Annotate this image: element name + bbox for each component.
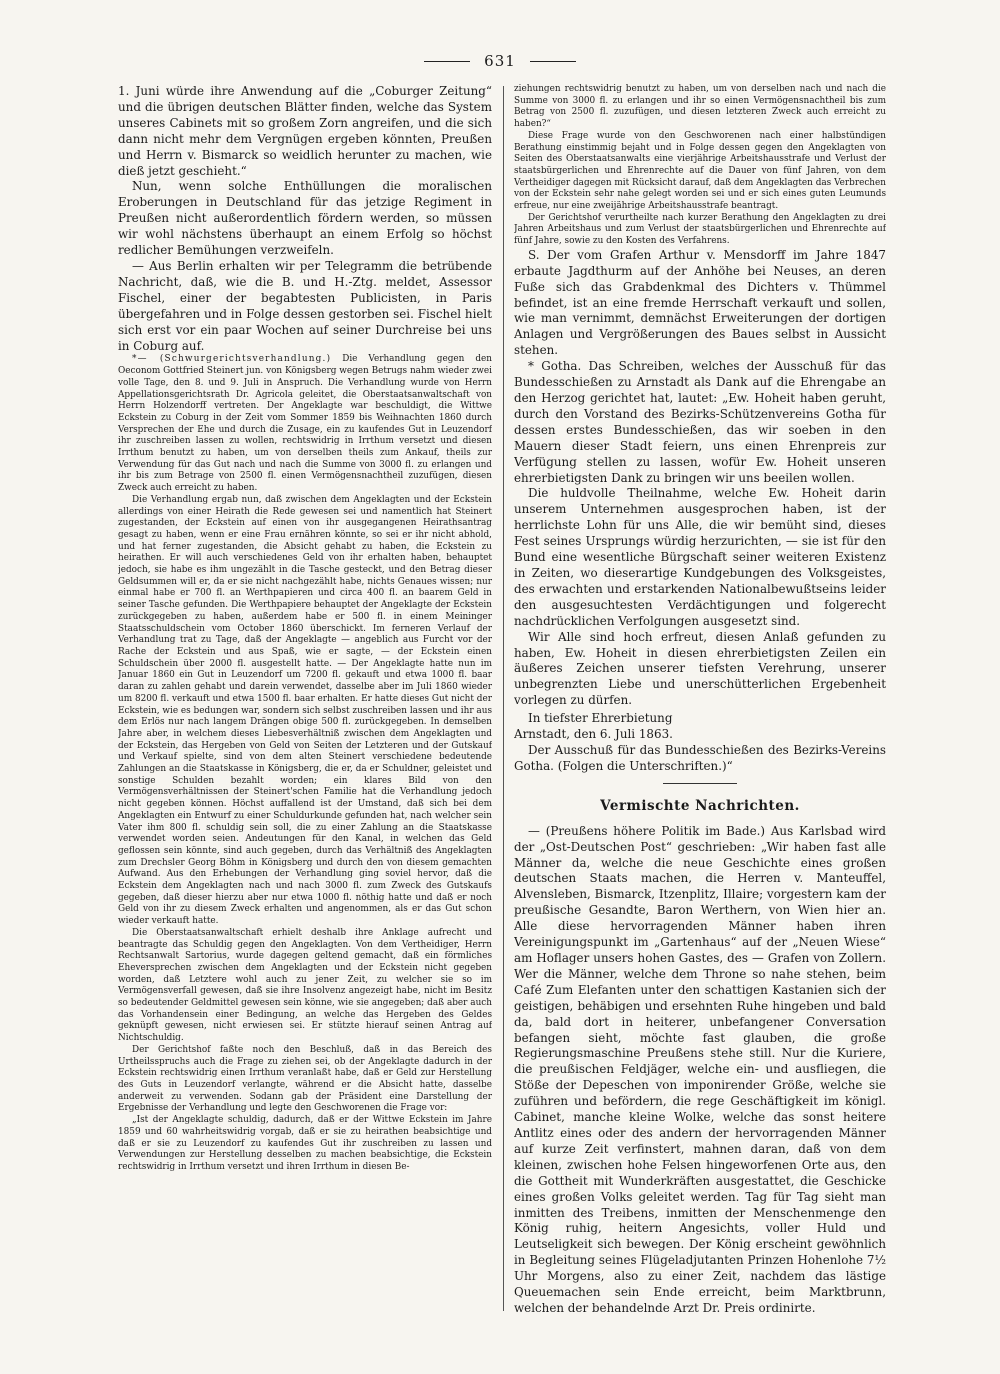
paragraph-coburger-zeitung: 1. Juni würde ihre Anwendung auf die „Coburger Zeitung“ und die übrigen deutschen Blätter finden, welche das System unseres Cabinets mit so großem Zorn angreifen, und die sich dann nicht mehr dem Vergnügen ergeben könnten, Preußen und Herrn v. Bismarck so weidlich herunter zu machen, wie dieß jetzt geschieht.“ xyxy=(118,84,492,178)
schwurgericht-lead: *— (Schwurgerichtsverhandlung.) xyxy=(132,354,332,365)
paragraph-fischel-telegramm: — Aus Berlin erhalten wir per Telegramm die betrübende Nachricht, daß, wie die B. und H.-Ztg. meldet, Assessor Fischel, einer der begabtesten Publicisten, in Paris übergefahren und in Folge dessen gestorben sei. Fischel hielt sich erst vor ein paar Wochen auf seiner Durchreise bei uns in Coburg auf. xyxy=(118,258,492,353)
paragraph-jagdthurm: S. Der vom Grafen Arthur v. Mensdorff im Jahre 1847 erbaute Jagdthurm auf der Anhöhe bei Neuses, an deren Fuße sich das Grabdenkmal des Dichters v. Thümmel befindet, ist an eine fremde Herrschaft verkauft und sollen, wie man vernimmt, demnächst Erweiterungen der dortigen Anlagen und Vergrößerungen des Baues selbst in Aussicht stehen. xyxy=(514,247,886,358)
schwurgericht-body: Die Verhandlung gegen den Oeconom Gottfried Steinert jun. von Königsberg wegen Betrugs nahm wieder zwei volle Tage, den 8. und 9. Juli in Anspruch. Die Verhandlung wurde von Herrn Appellationsgerichtsrath Dr. Agricola geleitet, die Oberstaatsanwaltschaft von Herrn Holzendorff vertreten. Der Angeklagte war beschuldigt, die Wittwe Eckstein zu Coburg in der Zeit vom Sommer 1859 bis Weihnachten 1860 durch Versprechen der Ehe und durch die Zusage, ein zu kaufendes Gut in Leuzendorf ihr zuschreiben lassen zu wollen, rechtswidrig in Irrthum versetzt und diesen Irrthum benutzt zu haben, um von derselben theils zum Ankauf, theils zur Verwendung für das Gut nach und nach die Summe von 3000 fl. zu erlangen und ihr bis zum Betrage von 2500 fl. einen Vermögensnachtheil zuzufügen, diesen Zweck auch erreicht zu haben. xyxy=(118,354,492,494)
paragraph-gerichtshof-beschluss: Der Gerichtshof faßte noch den Beschluß, daß in das Bereich des Urtheilsspruchs auch die Frage zu ziehen sei, ob der Angeklagte dadurch in der Eckstein rechtswidrig einen Irrthum veranlaßt habe, daß er Geld zur Herstellung des Guts in Leuzendorf verlangte, während er die Absicht hatte, dasselbe anderweit zu verwenden. Sodann gab der Präsident eine Darstellung der Ergebnisse der Verhandlung und legte den Geschworenen die Frage vor: xyxy=(118,1044,492,1114)
paragraph-datum: Arnstadt, den 6. Juli 1863. xyxy=(514,727,673,742)
paragraph-verhandlung-ergab: Die Verhandlung ergab nun, daß zwischen dem Angeklagten und der Eckstein allerdings von einer Heirath die Rede gewesen sei und namentlich hat Steinert zugestanden, der Eckstein auf einen von ihr ausgegangenen Heirathsantrag gesagt zu haben, wenn er eine Frau ernähren könnte, so sei er ihr nicht abhold, und hat ferner zugestanden, die Absicht gehabt zu haben, die Eckstein zu heirathen. Er will auch verschiedenes Geld von ihr erhalten haben, behauptet jedoch, sie habe es ihm ungezählt in die Tasche gesteckt, und den Betrag dieser Geldsummen will er, da er sie nicht nachgezählt habe, nichts Genaues wissen; nur einmal habe er 700 fl. an Werthpapieren und circa 400 fl. an baarem Geld in seiner Tasche gefunden. Die Werthpapiere behauptet der Angeklagte der Eckstein zurückgegeben zu haben, außerdem habe er 500 fl. in einem Meininger Staatsschuldschein vom October 1860 überschickt. Im ferneren Verlauf der Verhandlung trat zu Tage, daß der Angeklagte — angeblich aus Furcht vor der Rache der Eckstein und aus Spaß, wie er sagte, — der Eckstein einen Schuldschein über 2000 fl. ausgestellt hatte. — Der Angeklagte hatte nun im Januar 1860 ein Gut in Leuzendorf um 7200 fl. gekauft und etwa 1000 fl. baar daran zu zahlen gehabt und darein verwendet, dasselbe aber im Juli 1860 wieder um 8200 fl. verkauft und etwa 1500 fl. baar erhalten. Er hatte dieses Gut nicht der Eckstein, wie es bedungen war, sondern sich selbst zuschreiben lassen und ihr aus dem Erlös nur nach langem Drängen obige 500 fl. zurückgegeben. In demselben Jahre aber, in welchem dieses Liebesverhältniß zwischen dem Angeklagten und der Eckstein, das Hergeben von Geld von Seiten der Letzteren und der Gutskauf und Verkauf spielte, sind von dem alten Steinert verschiedene bedeutende Zahlungen an die Staatskasse in Königsberg, die er, da er Schuldner, geleistet und sonstige Schulden bezahlt worden; ein klares Bild von den Vermögensverhältnissen der Steinert'schen Familie hat die Verhandlung jedoch nicht gegeben können. Höchst auffallend ist der Umstand, daß sich bei dem Angeklagten ein Entwurf zu einer Schuldurkunde gefunden hat, nach welcher sein Vater ihm 800 fl. schuldig sein soll, die zu einer Zahlung an die Staatskasse verwendet worden seien. Andeutungen für den Kanal, in welchen das Geld geflossen sein könnte, sind auch gegeben, durch das Verhältniß des Angeklagten zum Drechsler Georg Böhm in Königsberg und durch den von diesem gemachten Aufwand. Aus den Erhebungen der Verhandlung ging soviel hervor, daß die Eckstein dem Angeklagten nach und nach 3000 fl. zum Zweck des Gutskaufs gegeben, daß dieser hierzu aber nur etwa 1000 fl. nöthig hatte und daß er noch Geld von ihr zu diesem Zweck erhalten und angenommen, als er das Gut schon wieder verkauft hatte. xyxy=(118,494,492,927)
paragraph-oberstaatsanwaltschaft: Die Oberstaatsanwaltschaft erhielt deshalb ihre Anklage aufrecht und beantragte das Schuldig gegen den Angeklagten. Von dem Vertheidiger, Herrn Rechtsanwalt Sartorius, wurde dagegen geltend gemacht, daß ein förmliches Eheversprechen zwischen dem Angeklagten und der Eckstein nicht gegeben worden, daß Letztere wohl auch zu jener Zeit, zu welcher sie so im Vermögensverfall gewesen, daß sie ihre Insolvenz angezeigt habe, nicht im Besitz so bedeutender Geldmittel gewesen sein könne, wie sie angegeben; daß aber auch das Vorhandensein einer Bedingung, an welche das Hergeben des Geldes geknüpft gewesen, nicht erwiesen sei. Er stützte hierauf seinen Antrag auf Nichtschuldig. xyxy=(118,927,492,1044)
header-rule-right xyxy=(530,61,576,62)
paragraph-preussens-politik: — (Preußens höhere Politik im Bade.) Aus Karlsbad wird der „Ost-Deutschen Post“ geschrieben: „Wir haben fast alle Männer da, welche die neue Geschichte eines großen deutschen Staats machen, die Herren v. Manteuffel, Alvensleben, Bismarck, Itzenplitz, Illaire; vorgestern kam der preußische Gesandte, Baron Werthern, von Wien hier an. Alle diese hervorragenden Männer haben ihren Vereinigungspunkt im „Gartenhaus“ auf der „Neuen Wiese“ am Hoflager unsers hohen Gastes, des — Grafen von Zollern. Wer die Männer, welche dem Throne so nahe stehen, beim Café Zum Elefanten unter den schattigen Kastanien sich der geistigen, behäbigen und ersehnten Ruhe hingeben und bald da, bald dort in heiterer, unbefangener Conversation befangen sieht, möchte fast glauben, die große Regierungsmaschine Preußens stehe still. Nur die Kuriere, die preußischen Feldjäger, welche ein- und ausfliegen, die Stöße der Depeschen von imponirender Größe, welche sie zuführen und befördern, die rege Geschäftigkeit im königl. Cabinet, manche kleine Wolke, welche das sonst heitere Antlitz eines oder des andern der hervorragenden Männer auf kurze Zeit verfinstert, mahnen daran, daß von dem kleinen, zwischen hohe Felsen hingeworfenen Orte aus, den die Gottheit mit Wunderkräften ausgestattet, die Geschicke eines großen Volks geleitet werden. Tag für Tag sieht man inmitten des Treibens, inmitten der Menschenmenge den König ruhig, heitern Angesichts, voller Huld und Leutseligkeit sich bewegen. Der König erscheint gewöhnlich in Begleitung seines Flügeladjutanten Prinzen Hohenlohe 7½ Uhr Morgens, also zu einer Zeit, nachdem das lästige Queuemachen sein Ende erreicht, beim Marktbrunn, welchen der behandelnde Arzt Dr. Preis ordinirte. xyxy=(514,823,886,1314)
section-rule xyxy=(663,783,737,784)
paragraph-frage-geschworene: „Ist der Angeklagte schuldig, dadurch, daß er der Wittwe Eckstein im Jahre 1859 und 60 wahrheitswidrig vorgab, daß er sie zu heirathen beabsichtige und daß er sie zu Leuzendorf zu kaufendes Gut ihr zuschreiben zu lassen und Verwendungen zur Herstellung desselben zu machen beabsichtige, die Eckstein rechtswidrig in Irrthum versetzt und ihren Irrthum in diesen Be- xyxy=(118,1115,492,1172)
paragraph-gotha-schreiben: * Gotha. Das Schreiben, welches der Ausschuß für das Bundesschießen zu Arnstadt als Dank auf die Ehrengabe an den Herzog gerichtet hat, lautet: „Ew. Hoheit haben geruht, durch den Vorstand des Bezirks-Schützenvereins Gotha für dessen erstes Bundesschießen, das wir soeben in den Mauern dieser Stadt feiern, uns einen Ehrenpreis zur Verfügung stellen zu lassen, wofür Ew. Hoheit unseren ehrerbietigsten Dank zu bringen wir uns beeilen wollen. xyxy=(514,359,886,485)
paragraph-ausschuss: Der Ausschuß für das Bundesschießen des Bezirks-Vereins Gotha. (Folgen die Unterschriften.)“ xyxy=(514,742,886,773)
column-divider xyxy=(503,86,504,1311)
paragraph-gerichtshof-urteil: Der Gerichtshof verurtheilte nach kurzer Berathung den Angeklagten zu drei Jahren Arbeitshaus und zum Verlust der staatsbürgerlichen und Ehrenrechte auf fünf Jahre, sowie zu den Kosten des Verfahrens. xyxy=(514,212,886,247)
paragraph-moralische-eroberungen: Nun, wenn solche Enthüllungen die moralischen Eroberungen in Deutschland für das jetzige Regiment in Preußen nicht außerordentlich fördern werden, so müssen wir wohl nächstens überhaupt an einem Erfolg so höchst redlicher Bemühungen verzweifeln. xyxy=(118,179,492,258)
left-column xyxy=(118,84,492,1314)
page-number: 631 xyxy=(484,52,516,70)
paragraph-theilnahme: Die huldvolle Theilnahme, welche Ew. Hoheit darin unserem Unternehmen ausgesprochen haben, ist der herrlichste Lohn für uns Alle, die wir bemüht sind, dieses Fest seines Ursprungs würdig herzurichten, — sie ist für den Bund eine wesentliche Bürgschaft seiner weiteren Existenz in Zeiten, wo dieserartige Kundgebungen des Volksgeistes, des erwachten und erstarkenden Nationalbewußtseins leider den ausgesuchtesten Verdächtigungen und folgerecht nachdrücklichen Verfolgungen ausgesetzt sind. xyxy=(514,486,886,628)
page-header xyxy=(0,52,1000,70)
header-rule-left xyxy=(424,61,470,62)
paragraph-geschworene-urteil: Diese Frage wurde von den Geschworenen nach einer halbstündigen Berathung einstimmig bejaht und in Folge dessen gegen den Angeklagten von Seiten des Oberstaatsanwalts eine vierjährige Arbeitshausstrafe und Verlust der staatsbürgerlichen und Ehrenrechte auf die Dauer von fünf Jahren, von dem Vertheidiger dagegen mit Rücksicht darauf, daß dem Angeklagten das Verbrechen von der Eckstein sehr nahe gelegt worden sei und er sich eines guten Leumunds erfreue, nur eine zweijährige Arbeitshausstrafe beantragt. xyxy=(514,130,886,212)
section-heading: Vermischte Nachrichten. xyxy=(600,797,800,814)
paragraph-schwurgericht xyxy=(118,354,492,494)
paragraph-frage-fortsetzung: ziehungen rechtswidrig benutzt zu haben, um von derselben nach und nach die Summe von 3000 fl. zu erlangen und ihr so einen Vermögensnachtheil bis zum Betrag von 2500 fl. zuzufügen, und diesen letzteren Zweck auch erreicht zu haben?“ xyxy=(514,84,886,130)
paragraph-ehrerbietung: In tiefster Ehrerbietung xyxy=(528,711,673,726)
paragraph-erfreut: Wir Alle sind hoch erfreut, diesen Anlaß gefunden zu haben, Ew. Hoheit in diesen ehrerbietigsten Zeilen ein äußeres Zeichen unserer tiefsten Verehrung, unserer unbegrenzten Liebe und unerschütterlichen Ergebenheit vorlegen zu dürfen. xyxy=(514,629,886,708)
right-column xyxy=(514,84,886,1314)
